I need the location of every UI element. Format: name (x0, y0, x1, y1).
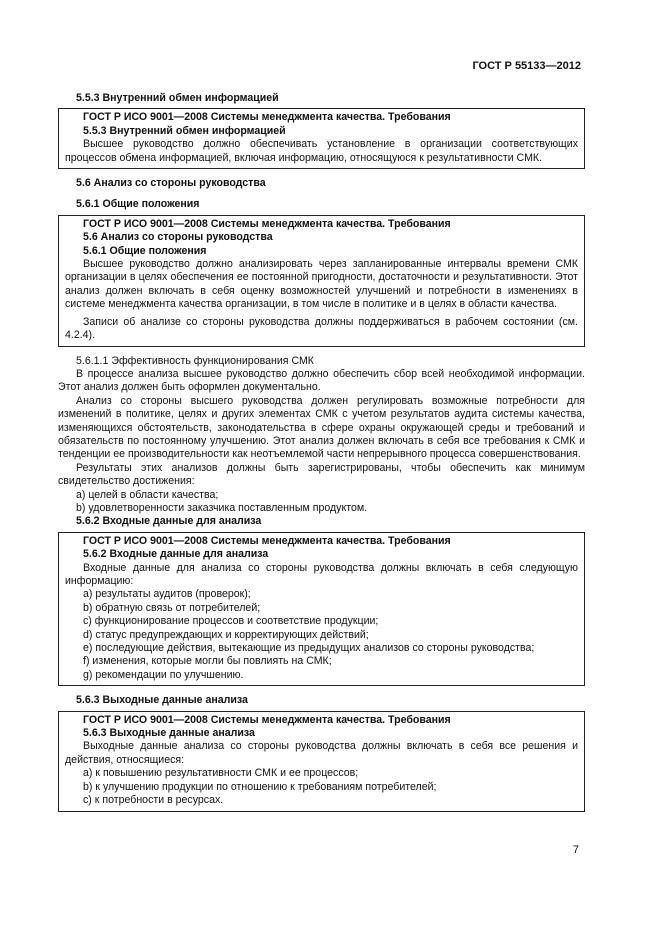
box-subheading: 5.6.1 Общие положения (83, 244, 207, 257)
box-paragraph: Выходные данные анализа со стороны руководства должны включать в себя все решения и действия, относящиеся: (65, 740, 578, 766)
standard-quote-box-5-6-1 (58, 215, 585, 347)
box-subheading: 5.6 Анализ со стороны руководства (83, 231, 273, 244)
box-subheading: 5.6.3 Выходные данные анализа (83, 727, 255, 740)
list-item: e) последующие действия, вытекающие из предыдущих анализов со стороны руководства; (83, 642, 535, 655)
list-item: f) изменения, которые могли бы повлиять на СМК; (83, 655, 332, 668)
standard-quote-box-5-6-3 (58, 711, 585, 812)
list-item: b) к улучшению продукции по отношению к требованиям потребителей; (83, 780, 437, 793)
section-heading-5-6-3: 5.6.3 Выходные данные анализа (76, 694, 248, 707)
list-item: a) к повышению результативности СМК и ее процессов; (83, 767, 359, 780)
paragraph: Результаты этих анализов должны быть зарегистрированы, чтобы обеспечить как минимум свидетельство достижения: (58, 461, 585, 488)
standard-quote-box-5-6-2 (58, 532, 585, 686)
subsection-title-5-6-1-1: 5.6.1.1 Эффективность функционирования СМК (76, 354, 314, 367)
section-heading-5-6-2: 5.6.2 Входные данные для анализа (76, 515, 262, 528)
list-item: d) статус предупреждающих и корректирующих действий; (83, 628, 369, 641)
box-paragraph: Высшее руководство должно обеспечивать установление в организации соответствующих процессов обмена информацией, включая информацию, относящуюся к результативности СМК. (65, 138, 578, 164)
list-item: b) обратную связь от потребителей; (83, 601, 261, 614)
page-number: 7 (572, 843, 579, 856)
standard-title: ГОСТ Р ИСО 9001—2008 Системы менеджмента качества. Требования (83, 534, 451, 547)
standard-quote-box-5-5-3 (58, 108, 585, 169)
standard-title: ГОСТ Р ИСО 9001—2008 Системы менеджмента качества. Требования (83, 217, 451, 230)
page-content (58, 92, 585, 820)
list-item: а) результаты аудитов (проверок); (83, 588, 251, 601)
box-paragraph: Записи об анализе со стороны руководства должны поддерживаться в рабочем состоянии (см. 4.2.4). (65, 315, 578, 342)
box-subheading: 5.5.3 Внутренний обмен информацией (83, 124, 286, 137)
box-subheading: 5.6.2 Входные данные для анализа (83, 548, 269, 561)
box-paragraph: Входные данные для анализа со стороны руководства должны включать в себя следующую информацию: (65, 561, 578, 587)
list-item: b) удовлетворенности заказчика поставленным продуктом. (76, 501, 368, 514)
section-heading-5-6-1: 5.6.1 Общие положения (76, 198, 200, 211)
list-item: g) рекомендации по улучшению. (83, 668, 244, 681)
list-item: c) функционирование процессов и соответствие продукции; (83, 615, 379, 628)
document-code: ГОСТ Р 55133—2012 (472, 60, 581, 72)
paragraph: Анализ со стороны высшего руководства должен регулировать возможные потребности для изменений в политике, целях и других элементах СМК с учетом результатов аудита системы качества, изменяющихся обстоятельств, законодательства в сфере охраны окружающей среды и требований и обязательств по постоянному улучшению. Этот анализ должен включать в себя все требования к СМК и тенденции ее производительности как неотъемлемой части непрерывного процесса совершенствования. (58, 394, 585, 461)
box-paragraph: Высшее руководство должно анализировать через запланированные интервалы времени СМК организации в целях обеспечения ее постоянной пригодности, достаточности и результативности. Этот анализ должен включать в себя оценку возможностей улучшений и потребности в изменениях в системе менеджмента качества организации, в том числе в политике и в целях в области качества. (65, 258, 578, 311)
standard-title: ГОСТ Р ИСО 9001—2008 Системы менеджмента качества. Требования (83, 713, 451, 726)
section-heading-5-5-3: 5.5.3 Внутренний обмен информацией (76, 92, 279, 104)
standard-title: ГОСТ Р ИСО 9001—2008 Системы менеджмента качества. Требования (83, 111, 451, 124)
paragraph: В процессе анализа высшее руководство должно обеспечить сбор всей необходимой информации. Этот анализ должен быть оформлен документально. (58, 367, 585, 394)
list-item: c) к потребности в ресурсах. (83, 794, 224, 807)
list-item: а) целей в области качества; (76, 488, 219, 501)
section-heading-5-6: 5.6 Анализ со стороны руководства (76, 177, 266, 190)
